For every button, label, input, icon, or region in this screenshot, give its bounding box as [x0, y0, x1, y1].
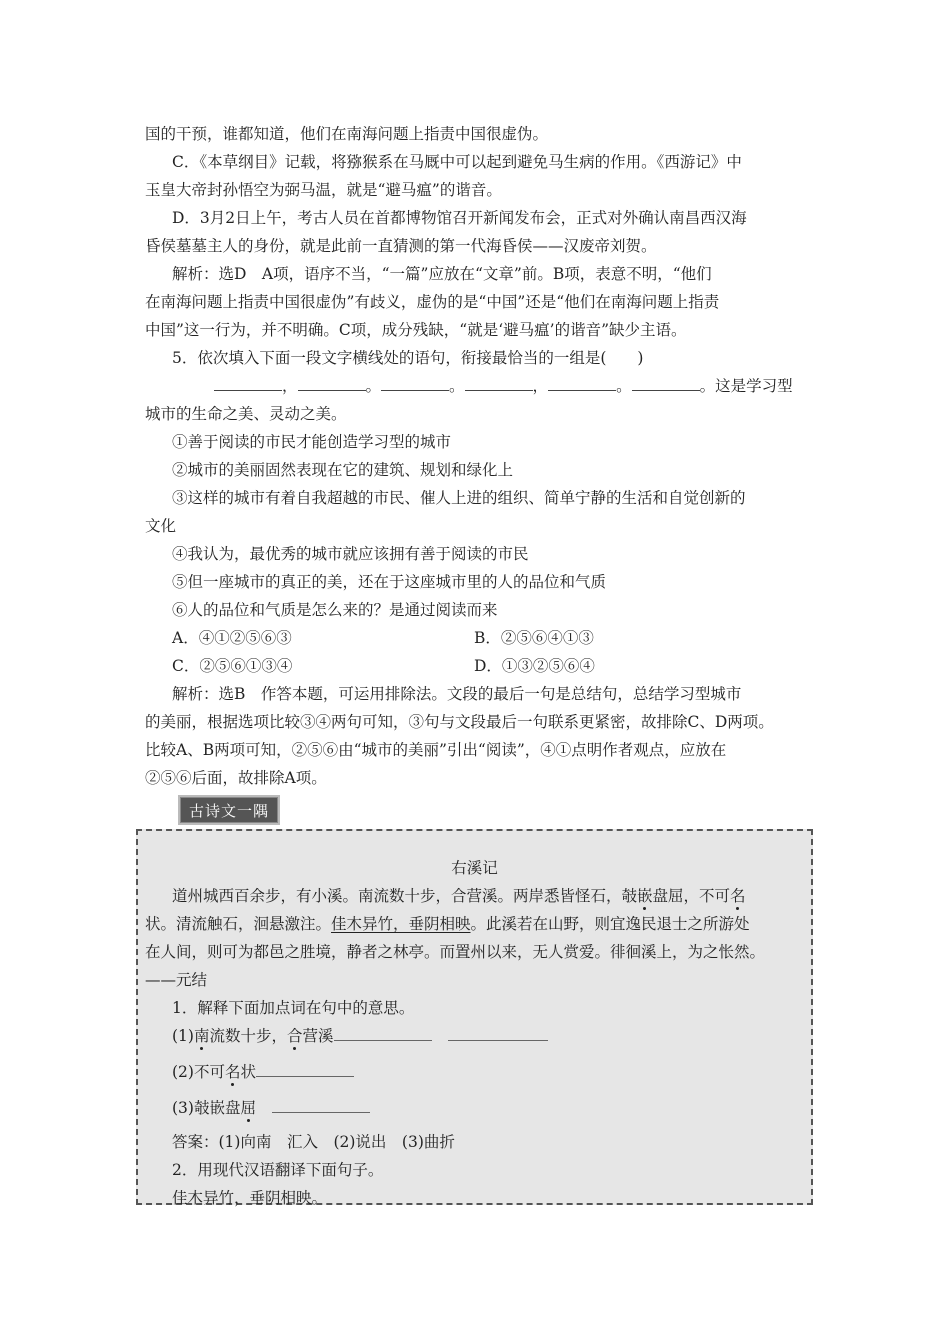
q5-analysis-line3: 比较A、B两项可知，②⑤⑥由“城市的美丽”引出“阅读”，④①点明作者观点，应放在	[145, 741, 727, 759]
poem-line3: 在人间，则可为都邑之胜境，静者之林亭。而置州以来，无人赏爱。徘徊溪上，为之怅然。	[145, 943, 766, 961]
q5-option-a[interactable]: A．④①②⑤⑥③	[172, 629, 292, 647]
q5-item-6: ⑥人的品位和气质是怎么来的？是通过阅读而来	[172, 601, 498, 619]
q5-analysis-line4: ②⑤⑥后面，故排除A项。	[145, 769, 327, 787]
blank-6[interactable]	[632, 378, 700, 391]
blank-5[interactable]	[548, 378, 616, 391]
poem-q1-3: (3)攲嵌盘屈	[172, 1098, 370, 1118]
poem-q1-2: (2)不可名状	[172, 1062, 354, 1082]
underlined-sentence: 佳木异竹，垂阴相映	[331, 915, 471, 933]
q4-option-c-line2: 玉皇大帝封孙悟空为弼马温，就是“避马瘟”的谐音。	[145, 181, 502, 199]
section-tag-label: 古诗文一隅	[188, 802, 269, 820]
poem-q1-1: (1)南流数十步，合营溪	[172, 1026, 548, 1046]
q5-item-2: ②城市的美丽固然表现在它的建筑、规划和绿化上	[172, 461, 514, 479]
q5-item-5: ⑤但一座城市的真正的美，还在于这座城市里的人的品位和气质	[172, 573, 607, 591]
poem-line1: 道州城西百余步，有小溪。南流数十步，合营溪。两岸悉皆怪石，攲嵌盘屈，不可名	[172, 887, 746, 905]
q5-blanks-line	[214, 376, 793, 396]
blank-3[interactable]	[381, 378, 449, 391]
separator: 。	[365, 377, 382, 395]
q4-option-d-line1: D．3月2日上午，考古人员在首都博物馆召开新闻发布会，正式对外确认南昌西汉海	[172, 209, 747, 227]
poem-q2-sentence: 佳木异竹，垂阴相映。	[172, 1189, 328, 1207]
q5-item-3: ③这样的城市有着自我超越的市民、催人上进的组织、简单宁静的生活和自觉创新的	[172, 489, 746, 507]
q5-option-b[interactable]: B．②⑤⑥④①③	[474, 629, 594, 647]
answer-blank[interactable]	[448, 1027, 548, 1041]
q5-analysis-line1: 解析：选B 作答本题，可运用排除法。文段的最后一句是总结句，总结学习型城市	[172, 685, 742, 703]
q4-option-d-line2: 昏侯墓墓主人的身份，就是此前一直猜测的第一代海昏侯——汉废帝刘贺。	[145, 237, 657, 255]
q5-blanks-line2: 城市的生命之美、灵动之美。	[145, 405, 347, 423]
separator: 。	[449, 377, 465, 395]
q4-analysis-line3: 中国”这一行为，并不明确。C项，成分残缺，“就是‘避马瘟’的谐音”缺少主语。	[145, 321, 687, 339]
q4-analysis-line2: 在南海问题上指责中国很虚伪”有歧义，虚伪的是“中国”还是“他们在南海问题上指责	[145, 293, 720, 311]
answer-blank[interactable]	[256, 1063, 354, 1077]
separator: ，	[532, 377, 549, 395]
q4-continuation: 国的干预，谁都知道，他们在南海问题上指责中国很虚伪。	[145, 125, 549, 143]
q5-item-3-cont: 文化	[145, 517, 177, 535]
answer-blank[interactable]	[334, 1027, 432, 1041]
section-tag	[178, 795, 280, 825]
separator: ，	[282, 377, 298, 395]
q5-option-d[interactable]: D．①③②⑤⑥④	[474, 657, 595, 675]
q4-analysis-line1: 解析：选D A项，语序不当，“一篇”应放在“文章”前。B项，表意不明，“他们	[172, 265, 712, 283]
answer-blank[interactable]	[272, 1099, 370, 1113]
q4-option-c-line1: C．《本草纲目》记载，将猕猴系在马厩中可以起到避免马生病的作用。《西游记》中	[172, 153, 742, 171]
poem-q1: 1．解释下面加点词在句中的意思。	[172, 999, 415, 1017]
separator: 。	[616, 377, 632, 395]
q5-item-1: ①善于阅读的市民才能创造学习型的城市	[172, 433, 452, 451]
poem-title: 右溪记	[451, 859, 498, 877]
poem-answer: 答案：(1)向南 汇入 (2)说出 (3)曲折	[172, 1133, 455, 1151]
poem-author: ——元结	[145, 971, 208, 989]
q5-option-c[interactable]: C．②⑤⑥①③④	[172, 657, 293, 675]
q5-stem: 5．依次填入下面一段文字横线处的语句，衔接最恰当的一组是( )	[172, 349, 644, 367]
q5-analysis-line2: 的美丽，根据选项比较③④两句可知，③句与文段最后一句联系更紧密，故排除C、D两项。	[145, 713, 774, 731]
blank-2[interactable]	[298, 378, 366, 391]
poem-q2: 2．用现代汉语翻译下面句子。	[172, 1161, 384, 1179]
poem-line2: 状。清流触石，洄悬激注。佳木异竹，垂阴相映。此溪若在山野，则宜逸民退士之所游处	[145, 915, 750, 933]
blanks-tail: 。这是学习型	[699, 377, 793, 395]
blank-4[interactable]	[465, 378, 533, 391]
q5-item-4: ④我认为，最优秀的城市就应该拥有善于阅读的市民	[172, 545, 529, 563]
blank-1[interactable]	[214, 378, 282, 391]
